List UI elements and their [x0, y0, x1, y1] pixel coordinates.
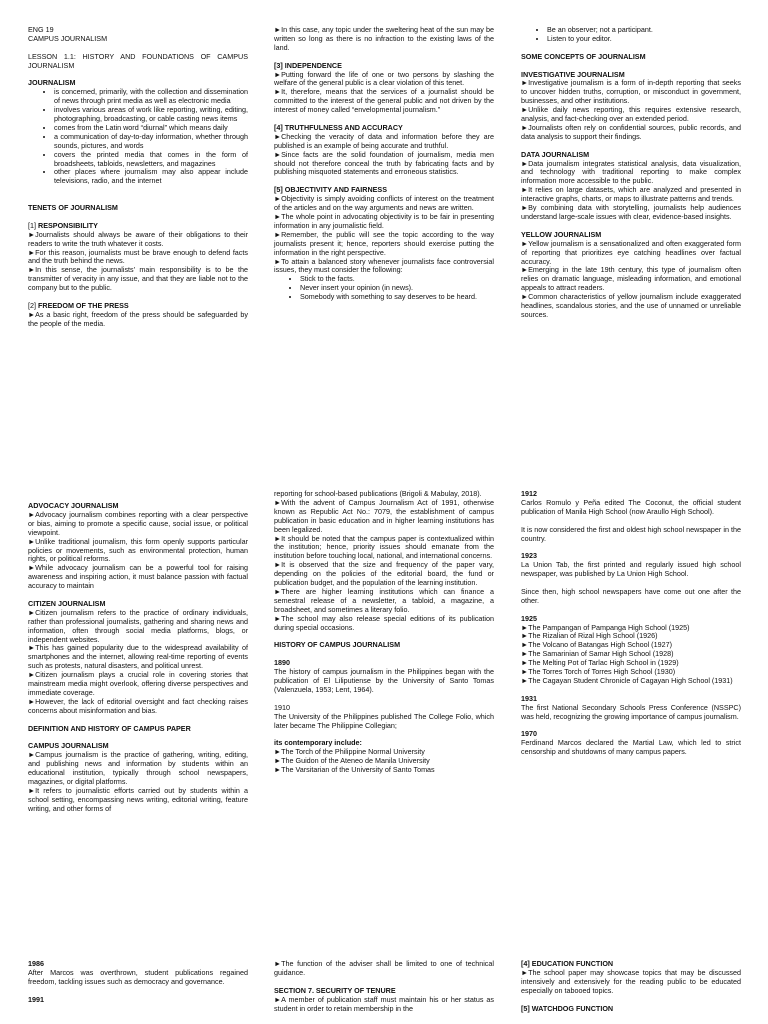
- paragraph: ►In this sense, the journalists’ main responsibility is to be the transmitter of veracity in any issue, and that they are liable not to the company but to the public.: [28, 265, 248, 293]
- investigative-heading: INVESTIGATIVE JOURNALISM: [521, 69, 625, 79]
- paragraph: Ferdinand Marcos declared the Martial Law, which led to strict censorship and shutdowns of many campus papers.: [521, 738, 741, 757]
- paragraph: ►Emerging in the late 19th century, this type of journalism often relies on dramatic language, misleading information, and emotional appeals to attract readers.: [521, 265, 741, 293]
- paragraph: After Marcos was overthrown, student publications regained freedom, tackling issues such as democracy and governance.: [28, 967, 248, 986]
- paragraph: The history of campus journalism in the Philippines began with the publication of El Liliputiense by the University of Santo Tomas (Valenzuela, 1953; Lent, 1964).: [274, 667, 494, 694]
- year-1910: 1910: [274, 702, 290, 712]
- paragraph: La Union Tab, the first printed and regularly issued high school newspaper, was published by La Union High School.: [521, 560, 741, 579]
- history-heading: HISTORY OF CAMPUS JOURNALISM: [274, 640, 401, 650]
- page1-column-2: [274, 26, 494, 311]
- journalism-heading: JOURNALISM: [28, 78, 76, 88]
- paragraph: ►By combining data with storytelling, journalists help audiences understand large-scale issues with clear, evidence-based insights.: [521, 203, 741, 221]
- list-item: • Never insert your opinion (in news).: [300, 284, 494, 293]
- paragraph: Since then, high school newspapers have come out one after the other.: [521, 586, 741, 605]
- list-item: ►The Melting Pot of Tarlac High School in (1929): [521, 658, 679, 668]
- year-1912: 1912: [521, 489, 537, 498]
- list-item: • covers the printed media that comes in the form of broadsheets, tabloids, newsletters, and magazines: [54, 151, 248, 169]
- list-item: • involves various areas of work like reporting, writing, editing, photographing, broadcasting, or cable casting news items: [54, 106, 248, 124]
- year-1931: 1931: [521, 693, 537, 703]
- list-item: • Be an observer; not a participant.: [547, 26, 741, 35]
- paragraph: ►Checking the veracity of data and information before they are published is an example of being accurate and truthful.: [274, 131, 494, 150]
- freedom-number: [2]: [28, 301, 38, 310]
- year-1986: 1986: [28, 959, 44, 968]
- responsibility-title: RESPONSIBILITY: [38, 220, 98, 230]
- page1-column-3: [521, 26, 741, 329]
- paragraph: ►It is observed that the size and frequency of the paper vary, depending on the policies of the editorial board, the fund or publication budget, and the population of the learning institution.: [274, 560, 494, 588]
- list-item: ►The Pampangan of Pampanga High School (1925): [521, 622, 690, 632]
- consider-list-continued: [521, 26, 741, 44]
- paragraph: ►While advocacy journalism can be a powerful tool for raising awareness and inspiring action, it must balance passion with factual accuracy to maintain: [28, 563, 248, 591]
- paragraph: ►Common characteristics of yellow journalism include exaggerated headlines, scandalous stories, and the use of unnamed or unreliable sources.: [521, 292, 741, 319]
- paragraph: ►As a basic right, freedom of the press should be safeguarded by the people of the media.: [28, 309, 248, 328]
- year-1923: 1923: [521, 551, 537, 561]
- contemporary-heading: its contemporary include:: [274, 738, 362, 748]
- paragraph: ►Since facts are the solid foundation of journalism, media men should not therefore conceal the truth by fabricating facts and by publishing misquoted statements and erroneous statistics.: [274, 149, 494, 177]
- advocacy-heading: ADVOCACY JOURNALISM: [28, 501, 119, 510]
- page2-column-2: [274, 490, 494, 775]
- responsibility-number: [1]: [28, 220, 38, 230]
- paragraph: ►With the advent of Campus Journalism Act of 1991, otherwise known as Republic Act No.: 7079, the establishment of campus publication in basic education and in higher learning institutions has been legalized.: [274, 497, 494, 534]
- yellow-journalism-heading: YELLOW JOURNALISM: [521, 229, 602, 239]
- paragraph: ►Data journalism integrates statistical analysis, data visualization, and technology with traditional reporting to make complex information more accessible to the public.: [521, 158, 741, 186]
- watchdog-function-heading: [5] WATCHDOG FUNCTION: [521, 1003, 614, 1013]
- paragraph: ►Remember, the public will see the topic according to the way journalists present it; hence, reporters should exercise putting the information in the right perspective.: [274, 229, 494, 257]
- definition-heading: DEFINITION AND HISTORY OF CAMPUS PAPER: [28, 723, 191, 733]
- paragraph: ►Journalists should always be aware of their obligations to their readers to write the truth whatever it costs.: [28, 229, 248, 248]
- paragraph: ►However, the lack of editorial oversight and fact checking raises concerns about misinformation and bias.: [28, 696, 248, 715]
- concepts-heading: SOME CONCEPTS OF JOURNALISM: [521, 51, 646, 61]
- paragraph: ►To attain a balanced story whenever journalists face controversial issues, they must consider the following:: [274, 256, 494, 275]
- paragraph: ►It should be noted that the campus paper is contextualized within the institution; hence, priority issues should emanate from the institution before touching local, national, and international concerns.: [274, 533, 494, 561]
- paragraph: ►Campus journalism is the practice of gathering, writing, editing, and publishing news and information by students within an educational institution, typically through school newspapers, magazines, or digital platforms.: [28, 750, 248, 787]
- page-2: [0, 484, 768, 950]
- tenets-heading: TENETS OF JOURNALISM: [28, 203, 118, 213]
- paragraph: ►Investigative journalism is a form of in-depth reporting that seeks to uncover hidden truths, corruption, or misconduct in government, businesses, and other institutions.: [521, 78, 741, 106]
- independence-heading: [3] INDEPENDENCE: [274, 60, 342, 70]
- list-item: • a communication of day-to-day information, whether through sounds, pictures, and words: [54, 133, 248, 151]
- paragraph: ►The whole point in advocating objectivity is to be fair in presenting information in any journalistic field.: [274, 211, 494, 230]
- page-3: [0, 956, 768, 1024]
- paragraph: Carlos Romulo y Peña edited The Coconut, the official student publication of Manila High School (now Araullo High School).: [521, 497, 741, 516]
- list-item: • other places where journalism may also appear include televisions, radio, and the internet: [54, 168, 248, 186]
- paragraph: ►There are higher learning institutions which can finance a semestral release of a newsletter, a tabloid, a magazine, a broadsheet, and sometimes a literary folio.: [274, 586, 494, 614]
- paragraph: ►Unlike traditional journalism, this form openly supports particular policies or movements, such as environmental protection, human rights, or political reforms.: [28, 536, 248, 564]
- year-1890: 1890: [274, 658, 290, 668]
- year-1991: 1991: [28, 994, 44, 1004]
- list-item: ►The Varsitarian of the University of Santo Tomas: [274, 765, 435, 775]
- paragraph: ►It refers to journalistic efforts carried out by students within a school setting, encompassing news writing, editorial writing, feature writing, and other forms of: [28, 785, 248, 813]
- paragraph: ►Advocacy journalism combines reporting with a clear perspective or bias, aiming to promote a specific cause, social issue, or political viewpoint.: [28, 509, 248, 537]
- paragraph: The first National Secondary Schools Press Conference (NSSPC) was held, recognizing the growing importance of campus journalism.: [521, 702, 741, 721]
- paragraph: ►Citizen journalism refers to the practice of ordinary individuals, rather than professional journalists, gathering and sharing news and information, often through social media platforms, blogs, or independent websites.: [28, 607, 248, 644]
- section-7-heading: SECTION 7. SECURITY OF TENURE: [274, 985, 396, 995]
- page2-column-1: [28, 502, 248, 814]
- paragraph: ►Journalists often rely on confidential sources, public records, and data analysis to support their findings.: [521, 122, 741, 141]
- list-item: ►The Volcano of Batangas High School (1927): [521, 640, 672, 650]
- page1-column-1: [28, 26, 248, 338]
- paragraph: ►Putting forward the life of one or two persons by slashing the welfare of the general public is a clear violation of this tenet.: [274, 69, 494, 88]
- year-1925: 1925: [521, 613, 537, 623]
- lesson-title: LESSON 1.1: HISTORY AND FOUNDATIONS OF CAMPUS JOURNALISM: [28, 51, 248, 70]
- paragraph: ►For this reason, journalists must be brave enough to defend facts and the truth behind the news.: [28, 247, 248, 266]
- citizen-heading: CITIZEN JOURNALISM: [28, 598, 106, 608]
- page3-column-2: [274, 960, 494, 1013]
- page-1: [0, 0, 768, 470]
- data-journalism-heading: DATA JOURNALISM: [521, 149, 590, 159]
- course-code: ENG 19: [28, 25, 54, 34]
- list-item: • Somebody with something to say deserves to be heard.: [300, 293, 494, 302]
- page2-column-3: [521, 490, 741, 766]
- paragraph: ►Citizen journalism plays a crucial role in covering stories that mainstream media might overlook, offering diverse perspectives and immediate coverage.: [28, 670, 248, 698]
- paragraph: ►Objectivity is simply avoiding conflicts of interest on the treatment of the articles and on the way arguments and news are written.: [274, 194, 494, 213]
- freedom-title: FREEDOM OF THE PRESS: [38, 301, 129, 310]
- page3-column-1: [28, 960, 248, 1005]
- paragraph: ►It, therefore, means that the services of a journalist should be committed to the interest of the general public and not driven by the interest of money called “envelopmental journalism.”: [274, 87, 494, 115]
- paragraph: ►The school may also release special editions of its publication during special occasions.: [274, 613, 494, 632]
- page3-column-3: [521, 960, 741, 1013]
- paragraph: ►A member of publication staff must maintain his or her status as student in order to retain membership in the: [274, 994, 494, 1013]
- list-item: ►The Cagayan Student Chronicle of Cagayan High School (1931): [521, 675, 733, 685]
- list-item: ►The Guidon of the Ateneo de Manila University: [274, 756, 430, 766]
- paragraph: reporting for school-based publications (Brigoli & Mabulay, 2018).: [274, 489, 482, 498]
- course-title: CAMPUS JOURNALISM: [28, 33, 108, 43]
- paragraph: ►The school paper may showcase topics that may be discussed intensively and extensively for the reading public to be educated especially on tabooed topics.: [521, 967, 741, 995]
- list-item: • comes from the Latin word “diurnal” which means daily: [54, 124, 248, 133]
- objectivity-heading: [5] OBJECTIVITY AND FAIRNESS: [274, 185, 388, 195]
- paragraph: ►It relies on large datasets, which are analyzed and presented in interactive graphs, charts, or maps to illustrate patterns and trends.: [521, 185, 741, 204]
- list-item: ►The Rizalian of Rizal High School (1926): [521, 631, 658, 641]
- list-item: • Listen to your editor.: [547, 35, 741, 44]
- truthfulness-heading: [4] TRUTHFULNESS AND ACCURACY: [274, 122, 403, 132]
- list-item: • is concerned, primarily, with the collection and dissemination of news through print media as well as electronic media: [54, 88, 248, 106]
- paragraph: ►Unlike daily news reporting, this requires extensive research, analysis, and fact-checking over an extended period.: [521, 105, 741, 124]
- paragraph: The University of the Philippines published The College Folio, which later became The Philippine Collegian;: [274, 711, 494, 730]
- objectivity-list: [274, 275, 494, 302]
- list-item: • Stick to the facts.: [300, 275, 494, 284]
- list-item: ►The Torch of the Philippine Normal University: [274, 747, 425, 757]
- list-item: ►The Samarinian of Samar High School (1928): [521, 649, 674, 659]
- paragraph: ►In this case, any topic under the sweltering heat of the sun may be written so long as there is no infraction to the existing laws of the land.: [274, 25, 494, 52]
- paragraph: ►Yellow journalism is a sensationalized and often exaggerated form of reporting that prioritizes eye catching headlines over factual accuracy.: [521, 238, 741, 266]
- campus-journalism-heading: CAMPUS JOURNALISM: [28, 741, 109, 751]
- journalism-list: [28, 88, 248, 186]
- paragraph: ►This has gained popularity due to the widespread availability of smartphones and the internet, allowing real-time reporting of events such as protests, natural disasters, and political unrest.: [28, 643, 248, 671]
- paragraph: ►The function of the adviser shall be limited to one of technical guidance.: [274, 959, 494, 977]
- paragraph: It is now considered the first and oldest high school newspaper in the country.: [521, 524, 741, 543]
- education-function-heading: [4] EDUCATION FUNCTION: [521, 959, 614, 968]
- year-1970: 1970: [521, 729, 537, 739]
- list-item: ►The Torres Torch of Torres High School (1930): [521, 667, 676, 677]
